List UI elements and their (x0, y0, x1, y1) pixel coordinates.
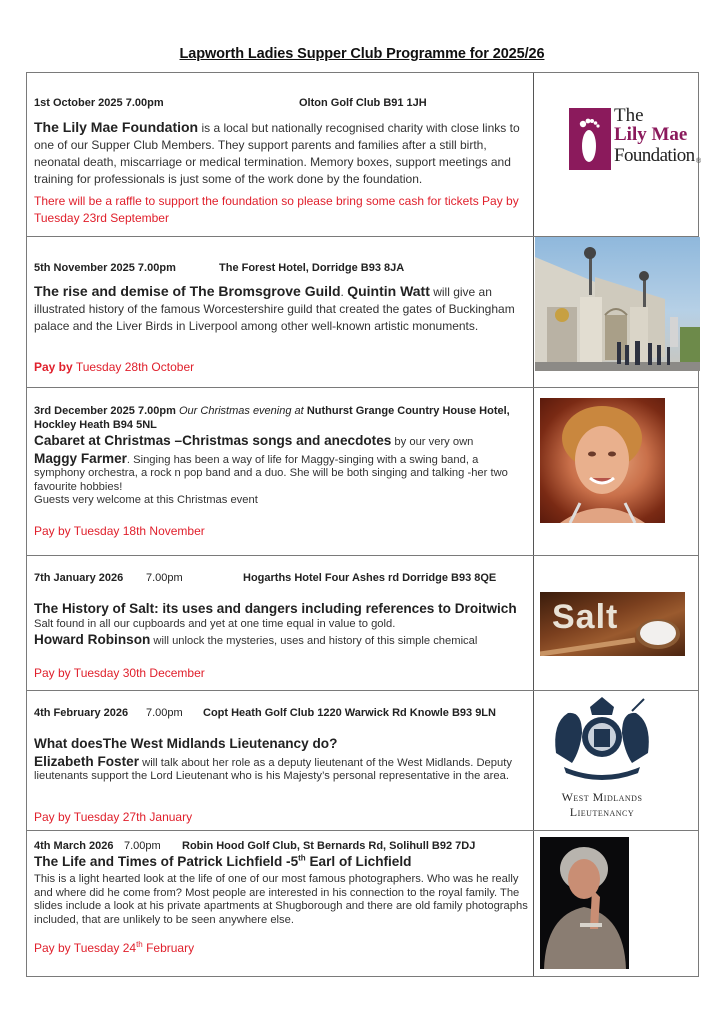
west-midlands-lieutenancy-logo (542, 693, 662, 817)
event-venue: Olton Golf Club B91 1JH (299, 97, 427, 109)
page-title: Lapworth Ladies Supper Club Programme for 2025/26 (179, 46, 545, 62)
event-header (34, 404, 528, 432)
maggy-farmer-portrait (540, 398, 665, 523)
event-body: is a local but nationally recognised charity with close links to one of our Supper Club Members. They support parents and families after a still birth, neonatal death, miscarriage or medical termination. Memory boxes, support meetings and training for professionals is just some of the work done by the foundation. (34, 121, 520, 186)
event-details (27, 237, 534, 387)
event-speaker: Maggy Farmer (34, 450, 127, 466)
event-intro: Our Christmas evening at (178, 405, 304, 417)
event-speaker: Howard Robinson (34, 632, 151, 647)
event-topic: The Lily Mae Foundation (34, 119, 199, 135)
programme-table (26, 72, 702, 977)
event-topic: Cabaret at Christmas –Christmas songs and anecdotes (34, 433, 392, 448)
event-date-time: 4th March 2026 (34, 840, 114, 852)
event-image (534, 237, 698, 387)
payment-note (34, 359, 194, 376)
patrick-lichfield-portrait (540, 837, 629, 969)
event-topic (34, 854, 411, 869)
topic-separator: . (340, 285, 348, 299)
footprint-icon (569, 108, 611, 170)
event-topic: The History of Salt: its uses and dangers including references to Droitwich (34, 601, 517, 616)
logo-line-foundation: Foundation (614, 145, 695, 166)
event-body-2: will unlock the mysteries, uses and history of this simple chemical (150, 635, 478, 647)
event-date-time: 7th January 2026 (34, 572, 124, 584)
payment-note: Pay by Tuesday 27th January (34, 810, 193, 824)
ordinal-suffix: th (136, 940, 143, 949)
event-row-march (27, 831, 698, 976)
event-time: 7.00pm (146, 707, 183, 719)
event-description (34, 600, 528, 649)
event-topic-tail: by our very own (391, 436, 474, 448)
event-body: Salt found in all our cupboards and yet at one time equal in value to gold. (34, 617, 396, 630)
pay-by-date: Tuesday 28th October (72, 360, 195, 374)
payment-note: There will be a raffle to support the foundation so please bring some cash for tickets Pay by Tuesday 23rd September (34, 194, 519, 225)
event-topic: The rise and demise of The Bromsgrove Guild (34, 283, 341, 299)
event-topic-part: The Life and Times of Patrick Lichfield -5 (34, 854, 299, 869)
event-speaker: Quintin Watt (347, 283, 430, 299)
event-date-time: 3rd December 2025 7.00pm (34, 405, 176, 417)
event-description (34, 735, 528, 784)
event-image (534, 73, 702, 236)
royal-coat-of-arms-icon (542, 693, 662, 783)
event-details (27, 388, 534, 555)
payment-note: Pay by Tuesday 18th November (34, 524, 205, 538)
logo-line-the: The (614, 105, 644, 126)
event-row-november (27, 237, 698, 388)
lily-mae-foundation-logo (569, 105, 702, 170)
event-venue: The Forest Hotel, Dorridge B93 8JA (219, 262, 405, 274)
event-venue: Nuthurst Grange Country House Hotel, Hockley Heath B94 5NL (34, 405, 510, 431)
logo-line-west-midlands: West Midlands (561, 790, 643, 804)
event-venue: Robin Hood Golf Club, St Bernards Rd, Solihull B92 7DJ (182, 840, 476, 852)
event-details (27, 691, 534, 830)
event-body: . Singing has been a way of life for Maggy-singing with a swing band, a symphony orchestra, a rock n pop band and a duo. She will be both singing and talking -her two favourite hobbies! (34, 453, 508, 493)
event-topic: What doesThe West Midlands Lieutenancy do? (34, 736, 338, 751)
event-venue: Copt Heath Golf Club 1220 Warwick Rd Knowle B93 9LN (203, 707, 496, 719)
event-image (534, 831, 698, 976)
event-speaker: Elizabeth Foster (34, 753, 139, 769)
event-date-time: 1st October 2025 7.00pm (34, 97, 164, 109)
event-row-january (27, 556, 698, 691)
event-image (534, 388, 698, 555)
logo-line-lily-mae: Lily Mae (614, 124, 688, 145)
event-body: This is a light hearted look at the life of one of our most famous photographers. Who was he really and where did he come from? Most people are interested in his connection to the royal family. The slides include a look at his private apartments at Shugborough and there are old family photographs included, that are unlikely to be seen anywhere else. (34, 873, 528, 926)
ordinal-suffix: th (298, 853, 306, 863)
pay-by-month: February (142, 941, 195, 955)
event-description (34, 283, 528, 335)
salt-spoon-photo (540, 592, 685, 656)
event-details (27, 73, 534, 236)
event-description (34, 119, 528, 188)
event-row-february (27, 691, 698, 831)
event-row-december (27, 388, 698, 556)
buckingham-palace-gates-photo (535, 237, 700, 371)
logo-line-lieutenancy: Lieutenancy (569, 805, 635, 819)
pay-by-text: Pay by Tuesday 24 (34, 941, 137, 955)
payment-note: Pay by Tuesday 30th December (34, 666, 205, 680)
event-extra: Guests very welcome at this Christmas event (34, 494, 258, 506)
event-body: will give an illustrated history of the famous Worcestershire guild that created the gates of Buckingham palace and the Liver Birds in Liverpool among other well-known artistic monuments. (34, 285, 515, 333)
event-row-october (27, 73, 702, 237)
event-date-time: 5th November 2025 7.00pm (34, 262, 176, 274)
event-venue: Hogarths Hotel Four Ashes rd Dorridge B93 8QE (243, 572, 497, 584)
event-image (534, 691, 698, 830)
registered-mark: ® (696, 158, 702, 165)
event-description (34, 432, 530, 508)
event-time: 7.00pm (146, 572, 183, 584)
salt-text: Salt (552, 598, 619, 636)
event-details (27, 556, 534, 690)
event-body: will talk about her role as a deputy lieutenant of the West Midlands. Deputy lieutenants support the Lord Lieutenant who is his Majesty’s personal representative in the area. (34, 756, 512, 782)
event-time: 7.00pm (124, 840, 161, 852)
event-topic-part: Earl of Lichfield (305, 854, 412, 869)
event-image (534, 556, 698, 690)
pay-by-label: Pay by (34, 360, 73, 374)
payment-note (34, 940, 194, 957)
event-date-time: 4th February 2026 (34, 707, 129, 719)
event-details (27, 831, 534, 976)
